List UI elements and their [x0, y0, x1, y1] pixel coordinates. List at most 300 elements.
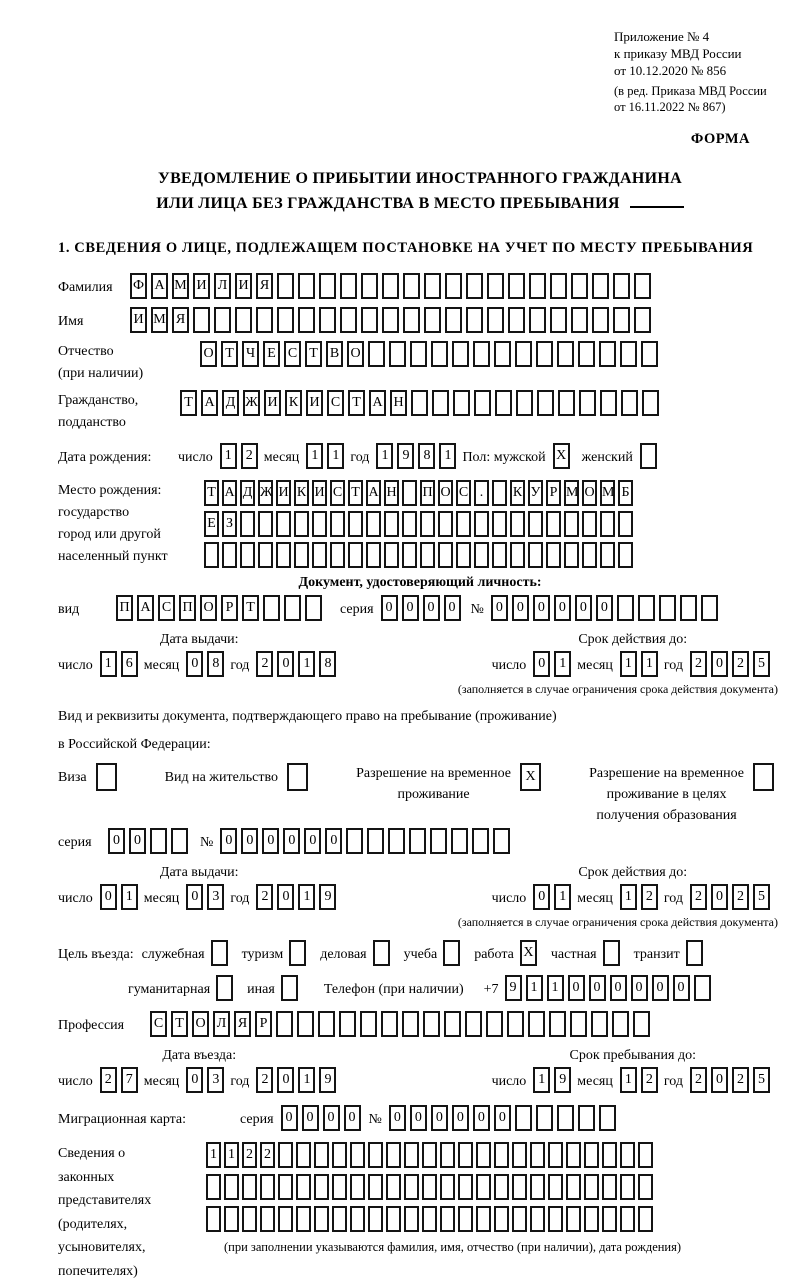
form-cell[interactable]	[634, 307, 651, 333]
form-cell[interactable]	[487, 273, 504, 299]
form-cell[interactable]: 2	[241, 443, 258, 469]
form-cell[interactable]	[473, 341, 490, 367]
form-cell[interactable]: К	[510, 480, 525, 506]
form-cell[interactable]: 0	[277, 884, 294, 910]
form-cell[interactable]: 1	[220, 443, 237, 469]
form-cell[interactable]	[440, 1174, 455, 1200]
form-cell[interactable]: 1	[298, 1067, 315, 1093]
form-cell[interactable]: И	[264, 390, 281, 416]
form-cell[interactable]	[620, 341, 637, 367]
form-cell[interactable]	[402, 511, 417, 537]
form-cell[interactable]	[571, 273, 588, 299]
form-cell[interactable]: 1	[224, 1142, 239, 1168]
form-cell[interactable]	[613, 273, 630, 299]
form-cell[interactable]	[564, 511, 579, 537]
form-cell[interactable]	[214, 307, 231, 333]
form-cell[interactable]: 2	[690, 1067, 707, 1093]
form-cell[interactable]	[618, 511, 633, 537]
form-cell[interactable]: И	[312, 480, 327, 506]
form-cell[interactable]	[298, 307, 315, 333]
form-cell[interactable]	[530, 1142, 545, 1168]
form-cell[interactable]: З	[222, 511, 237, 537]
form-cell[interactable]	[537, 390, 554, 416]
form-cell[interactable]	[96, 763, 117, 791]
form-cell[interactable]	[492, 542, 507, 568]
form-cell[interactable]	[224, 1174, 239, 1200]
form-cell[interactable]	[402, 480, 417, 506]
form-cell[interactable]: 1	[121, 884, 138, 910]
form-cell[interactable]	[564, 542, 579, 568]
form-cell[interactable]: 3	[207, 1067, 224, 1093]
form-cell[interactable]: Е	[204, 511, 219, 537]
form-cell[interactable]	[404, 1174, 419, 1200]
form-cell[interactable]	[592, 273, 609, 299]
form-cell[interactable]: 0	[277, 1067, 294, 1093]
form-cell[interactable]: 0	[186, 651, 203, 677]
form-cell[interactable]: А	[366, 480, 381, 506]
form-cell[interactable]	[476, 1142, 491, 1168]
form-cell[interactable]	[318, 1011, 335, 1037]
form-cell[interactable]: Ф	[130, 273, 147, 299]
form-cell[interactable]	[423, 1011, 440, 1037]
form-cell[interactable]	[528, 1011, 545, 1037]
form-cell[interactable]: 0	[283, 828, 300, 854]
form-cell[interactable]	[638, 1174, 653, 1200]
form-cell[interactable]	[659, 595, 676, 621]
form-cell[interactable]: 0	[494, 1105, 511, 1131]
form-cell[interactable]	[206, 1206, 221, 1232]
form-cell[interactable]	[242, 1206, 257, 1232]
form-cell[interactable]	[599, 341, 616, 367]
form-cell[interactable]	[493, 828, 510, 854]
form-cell[interactable]	[474, 390, 491, 416]
form-cell[interactable]	[386, 1174, 401, 1200]
form-cell[interactable]	[578, 1105, 595, 1131]
form-cell[interactable]: П	[116, 595, 133, 621]
form-cell[interactable]	[305, 595, 322, 621]
form-cell[interactable]: И	[130, 307, 147, 333]
form-cell[interactable]	[330, 542, 345, 568]
form-cell[interactable]	[638, 595, 655, 621]
form-cell[interactable]	[276, 511, 291, 537]
form-cell[interactable]: И	[276, 480, 291, 506]
form-cell[interactable]	[260, 1206, 275, 1232]
form-cell[interactable]	[360, 1011, 377, 1037]
form-cell[interactable]	[612, 1011, 629, 1037]
form-cell[interactable]	[620, 1174, 635, 1200]
form-cell[interactable]: А	[151, 273, 168, 299]
form-cell[interactable]: 5	[753, 1067, 770, 1093]
form-cell[interactable]	[642, 390, 659, 416]
form-cell[interactable]	[211, 940, 228, 966]
form-cell[interactable]	[348, 542, 363, 568]
form-cell[interactable]	[550, 307, 567, 333]
form-cell[interactable]: 1	[298, 651, 315, 677]
form-cell[interactable]: Я	[256, 273, 273, 299]
form-cell[interactable]	[516, 390, 533, 416]
form-cell[interactable]: 2	[100, 1067, 117, 1093]
form-cell[interactable]	[278, 1206, 293, 1232]
form-cell[interactable]: 1	[554, 651, 571, 677]
form-cell[interactable]	[384, 511, 399, 537]
form-cell[interactable]: С	[284, 341, 301, 367]
form-cell[interactable]: О	[200, 341, 217, 367]
form-cell[interactable]	[570, 1011, 587, 1037]
form-cell[interactable]	[222, 542, 237, 568]
form-cell[interactable]: 9	[397, 443, 414, 469]
form-cell[interactable]: 7	[121, 1067, 138, 1093]
form-cell[interactable]	[487, 307, 504, 333]
form-cell[interactable]: 5	[753, 651, 770, 677]
form-cell[interactable]: 0	[452, 1105, 469, 1131]
form-cell[interactable]	[204, 542, 219, 568]
form-cell[interactable]	[350, 1142, 365, 1168]
form-cell[interactable]	[438, 511, 453, 537]
form-cell[interactable]	[494, 1174, 509, 1200]
form-cell[interactable]	[314, 1142, 329, 1168]
form-cell[interactable]	[528, 542, 543, 568]
form-cell[interactable]: 0	[344, 1105, 361, 1131]
form-cell[interactable]: Н	[384, 480, 399, 506]
form-cell[interactable]: С	[150, 1011, 167, 1037]
form-cell[interactable]: 0	[444, 595, 461, 621]
form-cell[interactable]	[381, 1011, 398, 1037]
form-cell[interactable]: 1	[641, 651, 658, 677]
form-cell[interactable]: 0	[241, 828, 258, 854]
form-cell[interactable]: П	[420, 480, 435, 506]
form-cell[interactable]	[368, 1142, 383, 1168]
form-cell[interactable]	[549, 1011, 566, 1037]
form-cell[interactable]	[458, 1142, 473, 1168]
form-cell[interactable]	[445, 273, 462, 299]
form-cell[interactable]	[444, 1011, 461, 1037]
form-cell[interactable]: О	[438, 480, 453, 506]
form-cell[interactable]	[298, 273, 315, 299]
form-cell[interactable]: 2	[641, 884, 658, 910]
form-cell[interactable]: 0	[711, 1067, 728, 1093]
form-cell[interactable]	[297, 1011, 314, 1037]
form-cell[interactable]	[330, 511, 345, 537]
form-cell[interactable]	[548, 1174, 563, 1200]
form-cell[interactable]: 0	[631, 975, 648, 1001]
form-cell[interactable]: И	[193, 273, 210, 299]
form-cell[interactable]: 5	[753, 884, 770, 910]
form-cell[interactable]	[258, 542, 273, 568]
form-cell[interactable]	[474, 542, 489, 568]
form-cell[interactable]: Т	[305, 341, 322, 367]
form-cell[interactable]	[373, 940, 390, 966]
form-cell[interactable]: Т	[348, 390, 365, 416]
form-cell[interactable]	[453, 390, 470, 416]
form-cell[interactable]	[289, 940, 306, 966]
form-cell[interactable]	[638, 1142, 653, 1168]
form-cell[interactable]: 0	[711, 651, 728, 677]
form-cell[interactable]	[507, 1011, 524, 1037]
form-cell[interactable]: 0	[129, 828, 146, 854]
form-cell[interactable]	[404, 1142, 419, 1168]
form-cell[interactable]	[277, 307, 294, 333]
form-cell[interactable]	[366, 542, 381, 568]
form-cell[interactable]	[420, 542, 435, 568]
form-cell[interactable]	[403, 307, 420, 333]
form-cell[interactable]	[350, 1206, 365, 1232]
form-cell[interactable]	[281, 975, 298, 1001]
form-cell[interactable]: 0	[186, 1067, 203, 1093]
form-cell[interactable]	[386, 1206, 401, 1232]
form-cell[interactable]	[366, 511, 381, 537]
form-cell[interactable]	[410, 341, 427, 367]
form-cell[interactable]: 0	[589, 975, 606, 1001]
form-cell[interactable]	[584, 1206, 599, 1232]
form-cell[interactable]	[603, 940, 620, 966]
form-cell[interactable]	[686, 940, 703, 966]
form-cell[interactable]: 0	[533, 884, 550, 910]
form-cell[interactable]: X	[520, 940, 537, 966]
form-cell[interactable]: .	[474, 480, 489, 506]
form-cell[interactable]: 1	[439, 443, 456, 469]
form-cell[interactable]	[530, 1206, 545, 1232]
form-cell[interactable]	[422, 1206, 437, 1232]
form-cell[interactable]	[422, 1174, 437, 1200]
form-cell[interactable]: 1	[620, 651, 637, 677]
form-cell[interactable]: А	[137, 595, 154, 621]
form-cell[interactable]: С	[327, 390, 344, 416]
form-cell[interactable]	[432, 390, 449, 416]
form-cell[interactable]	[171, 828, 188, 854]
form-cell[interactable]	[529, 273, 546, 299]
form-cell[interactable]	[260, 1174, 275, 1200]
form-cell[interactable]	[512, 1206, 527, 1232]
form-cell[interactable]	[634, 273, 651, 299]
form-cell[interactable]: 0	[711, 884, 728, 910]
form-cell[interactable]: 2	[690, 651, 707, 677]
form-cell[interactable]	[558, 390, 575, 416]
form-cell[interactable]: О	[192, 1011, 209, 1037]
form-cell[interactable]	[566, 1142, 581, 1168]
form-cell[interactable]: 0	[100, 884, 117, 910]
form-cell[interactable]	[440, 1142, 455, 1168]
form-cell[interactable]: 0	[220, 828, 237, 854]
form-cell[interactable]	[386, 1142, 401, 1168]
form-cell[interactable]	[388, 828, 405, 854]
form-cell[interactable]	[530, 1174, 545, 1200]
form-cell[interactable]: О	[582, 480, 597, 506]
form-cell[interactable]	[466, 273, 483, 299]
form-cell[interactable]: 0	[108, 828, 125, 854]
form-cell[interactable]: Т	[204, 480, 219, 506]
form-cell[interactable]	[633, 1011, 650, 1037]
form-cell[interactable]	[332, 1142, 347, 1168]
form-cell[interactable]: 2	[242, 1142, 257, 1168]
form-cell[interactable]: 9	[319, 1067, 336, 1093]
form-cell[interactable]	[548, 1142, 563, 1168]
form-cell[interactable]: 1	[554, 884, 571, 910]
form-cell[interactable]	[319, 307, 336, 333]
form-cell[interactable]	[277, 273, 294, 299]
form-cell[interactable]: Н	[390, 390, 407, 416]
form-cell[interactable]	[314, 1174, 329, 1200]
form-cell[interactable]: 1	[526, 975, 543, 1001]
form-cell[interactable]: 0	[575, 595, 592, 621]
form-cell[interactable]	[495, 390, 512, 416]
form-cell[interactable]	[438, 542, 453, 568]
form-cell[interactable]: 0	[673, 975, 690, 1001]
form-cell[interactable]	[402, 542, 417, 568]
form-cell[interactable]	[206, 1174, 221, 1200]
form-cell[interactable]	[486, 1011, 503, 1037]
form-cell[interactable]	[510, 511, 525, 537]
form-cell[interactable]: 0	[512, 595, 529, 621]
form-cell[interactable]	[403, 273, 420, 299]
form-cell[interactable]	[332, 1174, 347, 1200]
form-cell[interactable]	[557, 341, 574, 367]
form-cell[interactable]: М	[564, 480, 579, 506]
form-cell[interactable]	[557, 1105, 574, 1131]
form-cell[interactable]: Ж	[243, 390, 260, 416]
form-cell[interactable]	[641, 341, 658, 367]
form-cell[interactable]	[578, 341, 595, 367]
form-cell[interactable]	[579, 390, 596, 416]
form-cell[interactable]: 2	[256, 884, 273, 910]
form-cell[interactable]	[476, 1174, 491, 1200]
form-cell[interactable]	[384, 542, 399, 568]
form-cell[interactable]	[476, 1206, 491, 1232]
form-cell[interactable]	[368, 341, 385, 367]
form-cell[interactable]: 0	[596, 595, 613, 621]
form-cell[interactable]	[287, 763, 308, 791]
form-cell[interactable]	[402, 1011, 419, 1037]
form-cell[interactable]	[550, 273, 567, 299]
form-cell[interactable]	[680, 595, 697, 621]
form-cell[interactable]	[492, 480, 507, 506]
form-cell[interactable]: 0	[431, 1105, 448, 1131]
form-cell[interactable]: Я	[234, 1011, 251, 1037]
form-cell[interactable]: 1	[376, 443, 393, 469]
form-cell[interactable]	[276, 1011, 293, 1037]
form-cell[interactable]	[294, 542, 309, 568]
form-cell[interactable]	[424, 307, 441, 333]
form-cell[interactable]: 1	[206, 1142, 221, 1168]
form-cell[interactable]	[382, 307, 399, 333]
form-cell[interactable]: 0	[410, 1105, 427, 1131]
form-cell[interactable]: 1	[327, 443, 344, 469]
form-cell[interactable]	[536, 1105, 553, 1131]
form-cell[interactable]: Ж	[258, 480, 273, 506]
form-cell[interactable]	[278, 1174, 293, 1200]
form-cell[interactable]	[150, 828, 167, 854]
form-cell[interactable]	[216, 975, 233, 1001]
form-cell[interactable]	[566, 1174, 581, 1200]
form-cell[interactable]: 0	[277, 651, 294, 677]
form-cell[interactable]	[424, 273, 441, 299]
form-cell[interactable]	[278, 1142, 293, 1168]
form-cell[interactable]	[466, 307, 483, 333]
form-cell[interactable]: 0	[402, 595, 419, 621]
form-cell[interactable]: 0	[568, 975, 585, 1001]
form-cell[interactable]	[602, 1206, 617, 1232]
form-cell[interactable]	[404, 1206, 419, 1232]
form-cell[interactable]: 0	[381, 595, 398, 621]
form-cell[interactable]: С	[158, 595, 175, 621]
form-cell[interactable]: 1	[620, 1067, 637, 1093]
form-cell[interactable]: С	[456, 480, 471, 506]
form-cell[interactable]	[753, 763, 774, 791]
form-cell[interactable]	[546, 511, 561, 537]
form-cell[interactable]: 0	[325, 828, 342, 854]
form-cell[interactable]	[546, 542, 561, 568]
form-cell[interactable]: С	[330, 480, 345, 506]
form-cell[interactable]	[296, 1174, 311, 1200]
form-cell[interactable]	[340, 273, 357, 299]
form-cell[interactable]	[474, 511, 489, 537]
form-cell[interactable]	[701, 595, 718, 621]
form-cell[interactable]: Б	[618, 480, 633, 506]
form-cell[interactable]: 2	[641, 1067, 658, 1093]
form-cell[interactable]	[240, 542, 255, 568]
form-cell[interactable]: Л	[214, 273, 231, 299]
form-cell[interactable]: 0	[423, 595, 440, 621]
form-cell[interactable]: Д	[222, 390, 239, 416]
form-cell[interactable]: У	[528, 480, 543, 506]
form-cell[interactable]: М	[172, 273, 189, 299]
form-cell[interactable]	[431, 341, 448, 367]
form-cell[interactable]: 0	[186, 884, 203, 910]
form-cell[interactable]	[445, 307, 462, 333]
form-cell[interactable]	[621, 390, 638, 416]
form-cell[interactable]	[224, 1206, 239, 1232]
form-cell[interactable]: 1	[100, 651, 117, 677]
form-cell[interactable]	[591, 1011, 608, 1037]
form-cell[interactable]	[600, 542, 615, 568]
form-cell[interactable]	[512, 1142, 527, 1168]
form-cell[interactable]: Т	[242, 595, 259, 621]
form-cell[interactable]	[368, 1206, 383, 1232]
form-cell[interactable]	[312, 542, 327, 568]
form-cell[interactable]	[242, 1174, 257, 1200]
form-cell[interactable]: К	[285, 390, 302, 416]
form-cell[interactable]: Ч	[242, 341, 259, 367]
form-cell[interactable]	[256, 307, 273, 333]
form-cell[interactable]: 2	[732, 1067, 749, 1093]
form-cell[interactable]	[618, 542, 633, 568]
form-cell[interactable]: 1	[620, 884, 637, 910]
form-cell[interactable]	[494, 1142, 509, 1168]
form-cell[interactable]: 2	[256, 1067, 273, 1093]
form-cell[interactable]	[620, 1206, 635, 1232]
form-cell[interactable]	[494, 341, 511, 367]
form-cell[interactable]	[361, 273, 378, 299]
form-cell[interactable]	[361, 307, 378, 333]
form-cell[interactable]	[382, 273, 399, 299]
form-cell[interactable]	[613, 307, 630, 333]
form-cell[interactable]: Е	[263, 341, 280, 367]
form-cell[interactable]	[350, 1174, 365, 1200]
form-cell[interactable]	[193, 307, 210, 333]
form-cell[interactable]: М	[151, 307, 168, 333]
form-cell[interactable]	[508, 273, 525, 299]
form-cell[interactable]: 9	[505, 975, 522, 1001]
form-cell[interactable]: Д	[240, 480, 255, 506]
form-cell[interactable]	[296, 1206, 311, 1232]
form-cell[interactable]: А	[369, 390, 386, 416]
form-cell[interactable]	[346, 828, 363, 854]
form-cell[interactable]	[332, 1206, 347, 1232]
form-cell[interactable]: 1	[533, 1067, 550, 1093]
form-cell[interactable]: 8	[319, 651, 336, 677]
form-cell[interactable]: Р	[255, 1011, 272, 1037]
form-cell[interactable]: А	[222, 480, 237, 506]
form-cell[interactable]: 9	[554, 1067, 571, 1093]
